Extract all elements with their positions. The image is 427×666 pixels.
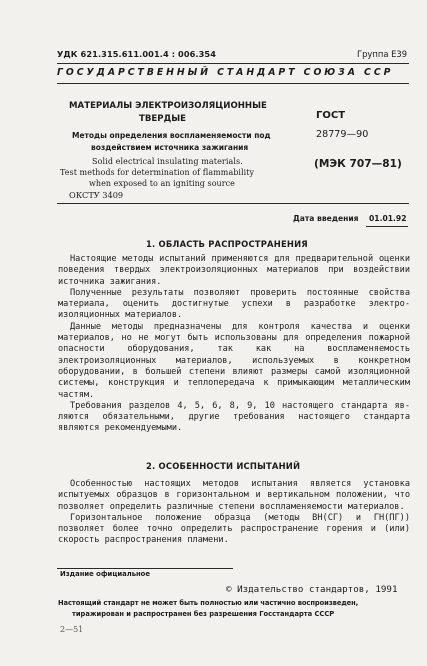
- title-block-rule: [57, 203, 409, 204]
- section-1-paragraph: Требования разделов 4, 5, 6, 8, 9, 10 настоящего стандарта являются обязательными, другие требования настоящего стандарта являются рекомендуемыми.: [58, 400, 410, 434]
- section-1-title: 1. ОБЛАСТЬ РАСПРОСТРАНЕНИЯ: [146, 239, 308, 249]
- udk-code: УДК 621.315.611.001.4 : 006.354: [57, 49, 217, 59]
- footer-rule: [57, 568, 233, 569]
- english-title-line-2: Test methods for determination of flammability: [60, 168, 255, 177]
- gost-number: 28779—90: [316, 129, 369, 140]
- reproduction-notice-line-2: тиражирован и распространен без разрешения Госстандарта СССР: [72, 610, 335, 618]
- section-1-paragraph: Настоящие методы испытаний применяются для предварительной оценки поведения твердых электроизоляционных материалов при воздействии источника зажигания.: [58, 254, 410, 287]
- copyright-line: © Издательство стандартов, 1991: [226, 584, 398, 595]
- section-1-paragraph: Данные методы предназначены для контроля качества и оценки материалов, но не могут быть использованы для определения пожарной опасности оборудования, так как на воспламеняемость электроизоляционных материалов, используемых в конкретном оборудовании, в большей степени влияют размеры самой изоляционной системы, конструкция и теплопередача к примыкающим металлическим частям.: [58, 321, 410, 400]
- intro-date-underline: [366, 226, 408, 227]
- gost-label: ГОСТ: [316, 110, 346, 121]
- title-line-1: МАТЕРИАЛЫ ЭЛЕКТРОИЗОЛЯЦИОННЫЕ: [69, 101, 267, 111]
- section-2-paragraph: Горизонтальное положение образца (методы ВН(СГ) и ГН(ПГ)) позволяет более точно определить распространение горения и (или) скорость распространения пламени.: [58, 512, 410, 546]
- page-code: 2—51: [60, 625, 84, 634]
- banner-rule: [57, 83, 409, 84]
- english-title-line-1: Solid electrical insulating materials.: [92, 157, 243, 166]
- iec-number: (МЭК 707—81): [314, 158, 402, 170]
- group-code: Группа Е39: [357, 49, 408, 59]
- title-line-2: ТВЕРДЫЕ: [139, 114, 187, 124]
- section-1-body: [58, 254, 410, 435]
- section-2-paragraph: Особенностью настоящих методов испытания является установка испытуемых образцов в горизонтальном и вертикальном положении, что позволяет определить различные степени воспламеняемости материалов.: [58, 479, 410, 512]
- english-title-line-3: when exposed to an igniting source: [89, 179, 235, 188]
- intro-date-value: 01.01.92: [369, 214, 407, 223]
- header-rule: [57, 63, 409, 64]
- subtitle-line-2: воздействием источника зажигания: [91, 143, 249, 152]
- official-edition-label: Издание официальное: [60, 570, 150, 578]
- reproduction-notice-line-1: Настоящий стандарт не может быть полностью или частично воспроизведен,: [58, 599, 359, 607]
- section-2-title: 2. ОСОБЕННОСТИ ИСПЫТАНИЙ: [146, 461, 301, 471]
- subtitle-line-1: Методы определения воспламеняемости под: [72, 131, 271, 140]
- standard-banner: ГОСУДАРСТВЕННЫЙ СТАНДАРТ СОЮЗА ССР: [57, 67, 394, 78]
- intro-date-label: Дата введения: [293, 214, 359, 223]
- okstu-code: ОКСТУ 3409: [69, 190, 124, 200]
- section-2-body: [58, 479, 410, 547]
- section-1-paragraph: Полученные результаты позволяют проверить постоянные свойства материала, оценить достигнутые успехи в разработке электроизоляционных материалов.: [58, 287, 410, 321]
